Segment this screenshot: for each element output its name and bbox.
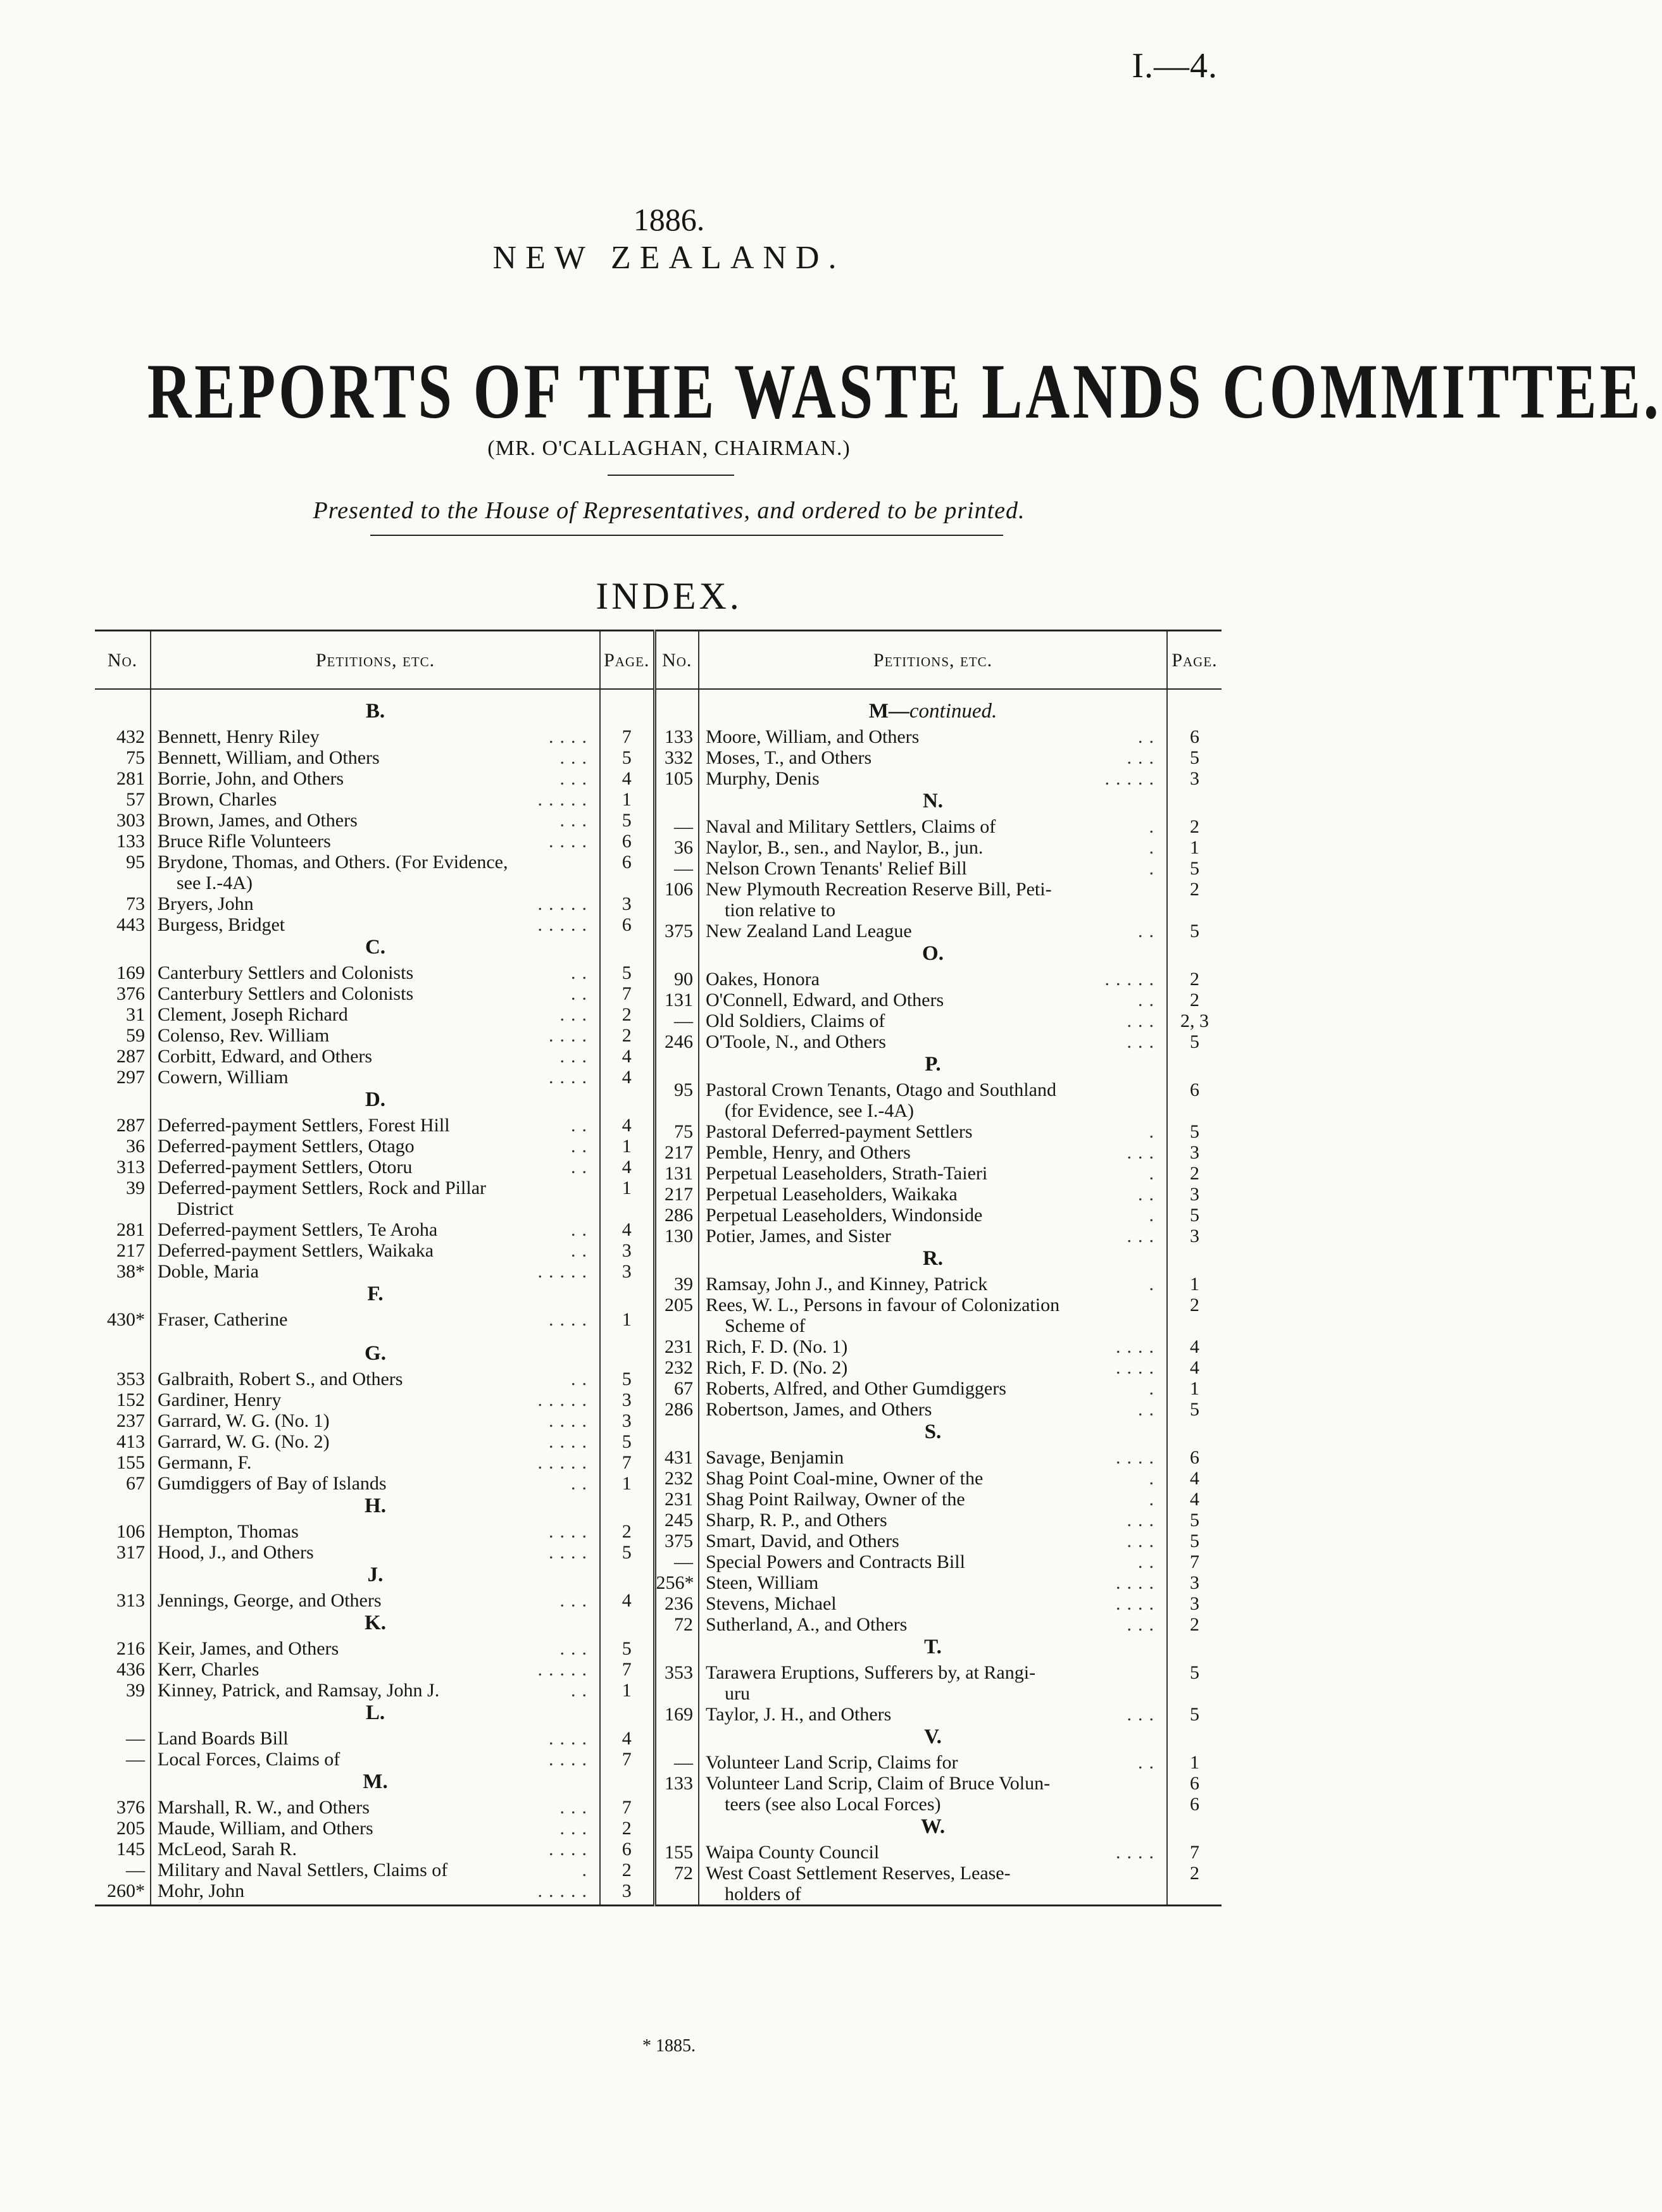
entry-number: 36 [674, 837, 693, 858]
entry-page: 5 [622, 810, 632, 831]
entry-number: 39 [674, 1274, 693, 1295]
entry-page: 1 [1190, 1274, 1199, 1295]
entry-petition: .. Deferred-payment Settlers, Otoru [158, 1157, 593, 1177]
entry-number: 376 [116, 1797, 145, 1818]
entry-page: 2, 3 [1180, 1010, 1209, 1031]
entry-number: 38* [116, 1261, 145, 1282]
left-petitions-column [151, 689, 600, 1906]
entry-petition: ..... Kerr, Charles [158, 1659, 593, 1680]
entry-petition: ... Pemble, Henry, and Others [706, 1142, 1160, 1163]
entry-number: 217 [665, 1184, 693, 1205]
entry-page: 4 [622, 1067, 632, 1088]
country: NEW ZEALAND. [492, 240, 846, 276]
entry-petition: .... Bennett, Henry Riley [158, 726, 593, 747]
entry-number: 246 [665, 1031, 693, 1052]
entry-page: 3 [1190, 1226, 1199, 1246]
entry-page: 1 [1190, 837, 1199, 858]
entry-petition: ... Bennett, William, and Others [158, 747, 593, 768]
entry-number: 67 [674, 1378, 693, 1399]
section-letter-k: K. [365, 1612, 386, 1634]
entry-petition: ... Taylor, J. H., and Others [706, 1704, 1160, 1725]
entry-number: 353 [116, 1369, 145, 1389]
entry-page: 2 [622, 1004, 632, 1025]
section-letter-h: H. [365, 1494, 386, 1517]
entry-page: 7 [622, 983, 632, 1004]
entry-petition: ..... Oakes, Honora [706, 969, 1160, 990]
entry-page: 3 [1190, 1184, 1199, 1205]
column-header-petitions: Petitions, etc. [151, 631, 600, 690]
entry-petition-continued: tion relative to [725, 900, 835, 921]
entry-page: 5 [1190, 1662, 1199, 1683]
entry-petition: .. Perpetual Leaseholders, Waikaka [706, 1184, 1160, 1205]
entry-petition: . Perpetual Leaseholders, Windonside [706, 1205, 1160, 1226]
entry-number: 39 [126, 1680, 145, 1701]
entry-page: 7 [622, 1659, 632, 1680]
entry-petition: .. Deferred-payment Settlers, Waikaka [158, 1240, 593, 1261]
entry-page: 2 [1190, 816, 1199, 837]
section-letter-b: B. [365, 700, 385, 723]
entry-page: 7 [1190, 1551, 1199, 1572]
entry-number: 75 [126, 747, 145, 768]
entry-petition: ..... Bryers, John [158, 893, 593, 914]
entry-petition: . Roberts, Alfred, and Other Gumdiggers [706, 1378, 1160, 1399]
section-letter-c: C. [365, 936, 386, 959]
entry-page: 3 [622, 1410, 632, 1431]
entry-petition: .... Savage, Benjamin [706, 1447, 1160, 1468]
entry-number: 353 [665, 1662, 693, 1683]
entry-page: 5 [622, 1542, 632, 1563]
entry-page: 2 [622, 1860, 632, 1880]
entry-number: — [126, 1728, 145, 1749]
entry-petition: ... Brown, James, and Others [158, 810, 593, 831]
entry-page: 3 [622, 1240, 632, 1261]
entry-number: 59 [126, 1025, 145, 1046]
entry-number: 376 [116, 983, 145, 1004]
entry-page: 3 [622, 1880, 632, 1901]
entry-page: 7 [622, 1749, 632, 1770]
section-letter-p: P. [925, 1053, 941, 1076]
year: 1886. [633, 202, 705, 237]
divider [370, 535, 1003, 536]
entry-petition: ..... Murphy, Denis [706, 768, 1160, 789]
entry-page: 5 [1190, 1121, 1199, 1142]
entry-number: 36 [126, 1136, 145, 1157]
entry-number: 217 [665, 1142, 693, 1163]
footnote: * 1885. [642, 2036, 696, 2056]
section-letter-j: J. [367, 1563, 384, 1586]
entry-number: 39 [126, 1177, 145, 1198]
entry-number: 413 [116, 1431, 145, 1452]
entry-petition: ... Sutherland, A., and Others [706, 1614, 1160, 1635]
entry-number: 90 [674, 969, 693, 990]
page-reference: I.—4. [1132, 46, 1218, 85]
entry-page: 4 [1190, 1468, 1199, 1489]
entry-page: 5 [1190, 1531, 1199, 1551]
entry-page: 7 [1190, 1842, 1199, 1863]
entry-number: 216 [116, 1638, 145, 1659]
entry-number: 332 [665, 747, 693, 768]
section-letter-l: L. [365, 1701, 385, 1724]
entry-petition: .. New Zealand Land League [706, 921, 1160, 941]
entry-petition: ..... Burgess, Bridget [158, 914, 593, 935]
right-page-column [1167, 689, 1222, 1906]
entry-petition: ... Potier, James, and Sister [706, 1226, 1160, 1246]
entry-number: 313 [116, 1590, 145, 1611]
entry-page: 5 [1190, 1399, 1199, 1420]
entry-number: 133 [665, 726, 693, 747]
entry-petition: .. Special Powers and Contracts Bill [706, 1551, 1160, 1572]
entry-petition: . Military and Naval Settlers, Claims of [158, 1860, 593, 1880]
entry-petition: Brydone, Thomas, and Others. (For Evidence, [158, 852, 508, 873]
entry-page: 7 [622, 1452, 632, 1473]
section-letter-t: T. [924, 1636, 942, 1658]
entry-page: 1 [1190, 1752, 1199, 1773]
entry-petition-continued: District [177, 1198, 234, 1219]
entry-petition: . Shag Point Coal-mine, Owner of the [706, 1468, 1160, 1489]
entry-petition: .... McLeod, Sarah R. [158, 1839, 593, 1860]
entry-number: 31 [126, 1004, 145, 1025]
entry-number: 431 [665, 1447, 693, 1468]
column-header-no: No. [95, 631, 151, 690]
entry-number: 231 [665, 1336, 693, 1357]
entry-page: 6 [1190, 1079, 1199, 1100]
entry-number: 303 [116, 810, 145, 831]
entry-petition: .... Garrard, W. G. (No. 1) [158, 1410, 593, 1431]
entry-page: 2 [1190, 879, 1199, 900]
entry-petition: ... Keir, James, and Others [158, 1638, 593, 1659]
entry-number: 106 [665, 879, 693, 900]
entry-petition: ... Old Soldiers, Claims of [706, 1010, 1160, 1031]
entry-petition: .. Moore, William, and Others [706, 726, 1160, 747]
entry-petition: Pastoral Crown Tenants, Otago and Southland [706, 1079, 1056, 1100]
entry-number: 130 [665, 1226, 693, 1246]
entry-petition: .... Steen, William [706, 1572, 1160, 1593]
entry-number: — [126, 1749, 145, 1770]
entry-petition: .. O'Connell, Edward, and Others [706, 990, 1160, 1010]
entry-page: 2 [622, 1025, 632, 1046]
entry-number: 217 [116, 1240, 145, 1261]
entry-number: — [674, 1551, 693, 1572]
left-page-column [600, 689, 654, 1906]
entry-number: 95 [674, 1079, 693, 1100]
entry-petition: ... Jennings, George, and Others [158, 1590, 593, 1611]
entry-petition: ..... Mohr, John [158, 1880, 593, 1901]
entry-number: 232 [665, 1357, 693, 1378]
entry-number: 256* [656, 1572, 694, 1593]
entry-petition: ... Borrie, John, and Others [158, 768, 593, 789]
entry-petition-continued: holders of [725, 1884, 801, 1904]
entry-number: 67 [126, 1473, 145, 1494]
entry-petition: .. Canterbury Settlers and Colonists [158, 983, 593, 1004]
entry-petition: . Pastoral Deferred-payment Settlers [706, 1121, 1160, 1142]
entry-page: 3 [622, 1389, 632, 1410]
entry-number: 236 [665, 1593, 693, 1614]
entry-page: 3 [622, 893, 632, 914]
entry-petition: .... Stevens, Michael [706, 1593, 1160, 1614]
entry-number: 57 [126, 789, 145, 810]
entry-number: 145 [116, 1839, 145, 1860]
table-header [95, 631, 1222, 690]
entry-number: 72 [674, 1863, 693, 1884]
entry-petition: . Ramsay, John J., and Kinney, Patrick [706, 1274, 1160, 1295]
column-header-page: Page. [1167, 631, 1222, 690]
entry-petition: ..... Doble, Maria [158, 1261, 593, 1282]
entry-number: 287 [116, 1046, 145, 1067]
entry-number: 260* [107, 1880, 145, 1901]
entry-number: 313 [116, 1157, 145, 1177]
index-title: INDEX. [596, 575, 742, 617]
divider [608, 475, 734, 476]
section-letter-r: R. [922, 1247, 944, 1270]
entry-page: 3 [622, 1261, 632, 1282]
entry-page: 3 [1190, 1593, 1199, 1614]
entry-number: 430* [107, 1309, 145, 1330]
entry-petition: ... Marshall, R. W., and Others [158, 1797, 593, 1818]
entry-petition: .. Kinney, Patrick, and Ramsay, John J. [158, 1680, 593, 1701]
entry-page: 6 [1190, 726, 1199, 747]
entry-petition: ... Maude, William, and Others [158, 1818, 593, 1839]
entry-petition: . Naylor, B., sen., and Naylor, B., jun. [706, 837, 1160, 858]
entry-petition: . Perpetual Leaseholders, Strath-Taieri [706, 1163, 1160, 1184]
section-letter-d: D. [365, 1088, 386, 1111]
entry-petition: .. Robertson, James, and Others [706, 1399, 1160, 1420]
entry-page: 7 [622, 1797, 632, 1818]
entry-number: — [674, 858, 693, 879]
entry-petition-continued: (for Evidence, see I.-4A) [725, 1100, 915, 1121]
entry-petition: ... O'Toole, N., and Others [706, 1031, 1160, 1052]
section-letter-n: N. [922, 790, 944, 812]
entry-petition: .... Local Forces, Claims of [158, 1749, 593, 1770]
entry-petition: .... Rich, F. D. (No. 2) [706, 1357, 1160, 1378]
entry-petition: .... Garrard, W. G. (No. 2) [158, 1431, 593, 1452]
entry-page: 4 [622, 1219, 632, 1240]
entry-page: 4 [622, 1115, 632, 1136]
entry-page: 3 [1190, 1572, 1199, 1593]
entry-petition: .. Gumdiggers of Bay of Islands [158, 1473, 593, 1494]
entry-number: — [674, 816, 693, 837]
entry-petition: ..... Gardiner, Henry [158, 1389, 593, 1410]
entry-page: 5 [1190, 747, 1199, 768]
entry-page: 6 [622, 852, 632, 873]
entry-page: 2 [1190, 990, 1199, 1010]
entry-number: 155 [116, 1452, 145, 1473]
entry-page: 5 [1190, 858, 1199, 879]
right-petitions-column [699, 689, 1167, 1906]
entry-page: 5 [622, 1638, 632, 1659]
entry-petition: ... Moses, T., and Others [706, 747, 1160, 768]
entry-number: 131 [665, 1163, 693, 1184]
entry-number: 95 [126, 852, 145, 873]
entry-petition: .... Land Boards Bill [158, 1728, 593, 1749]
entry-number: 436 [116, 1659, 145, 1680]
entry-petition: .. Deferred-payment Settlers, Otago [158, 1136, 593, 1157]
entry-page: 1 [622, 1473, 632, 1494]
entry-page: 4 [622, 768, 632, 789]
entry-page: 4 [622, 1728, 632, 1749]
entry-petition: .... Hood, J., and Others [158, 1542, 593, 1563]
entry-page: 5 [1190, 1704, 1199, 1725]
section-letter-o: O. [922, 942, 944, 965]
entry-petition: ... Corbitt, Edward, and Others [158, 1046, 593, 1067]
entry-page: 2 [622, 1818, 632, 1839]
entry-page: 7 [622, 726, 632, 747]
section-letter-g: G. [365, 1342, 386, 1365]
entry-page: 5 [622, 747, 632, 768]
entry-page: 6 [622, 914, 632, 935]
entry-number: 133 [665, 1773, 693, 1794]
entry-petition-continued: see I.-4A) [177, 873, 253, 893]
presented-note: Presented to the House of Representatives, and ordered to be printed. [313, 497, 1025, 524]
entry-number: 75 [674, 1121, 693, 1142]
entry-petition: .... Cowern, William [158, 1067, 593, 1088]
entry-number: 73 [126, 893, 145, 914]
entry-number: 287 [116, 1115, 145, 1136]
entry-page: 6 [1190, 1773, 1199, 1794]
section-letter-w: W. [920, 1815, 946, 1838]
entry-page: 5 [1190, 1031, 1199, 1052]
entry-petition: .. Canterbury Settlers and Colonists [158, 962, 593, 983]
entry-petition: Volunteer Land Scrip, Claim of Bruce Volun- [706, 1773, 1051, 1794]
entry-number: 169 [665, 1704, 693, 1725]
entry-page: 1 [622, 1309, 632, 1330]
section-letter-s: S. [924, 1420, 942, 1443]
entry-number: 375 [665, 921, 693, 941]
entry-number: 281 [116, 768, 145, 789]
entry-petition-continued: teers (see also Local Forces) [725, 1794, 941, 1815]
entry-number: 105 [665, 768, 693, 789]
entry-number: 297 [116, 1067, 145, 1088]
entry-page: 2 [1190, 969, 1199, 990]
entry-page: 5 [1190, 1510, 1199, 1531]
entry-number: 152 [116, 1389, 145, 1410]
entry-page: 1 [622, 1680, 632, 1701]
entry-page: 6 [622, 831, 632, 852]
entry-petition-continued: uru [725, 1683, 750, 1704]
entry-petition: . Shag Point Railway, Owner of the [706, 1489, 1160, 1510]
entry-number: 232 [665, 1468, 693, 1489]
entry-page: 4 [1190, 1489, 1199, 1510]
entry-petition: .... Hempton, Thomas [158, 1521, 593, 1542]
entry-number: 286 [665, 1399, 693, 1420]
entry-number: 286 [665, 1205, 693, 1226]
entry-number: 432 [116, 726, 145, 747]
section-letter-m-continued: M—continued. [868, 700, 997, 723]
entry-page: 5 [622, 1369, 632, 1389]
entry-petition: Rees, W. L., Persons in favour of Colonization [706, 1295, 1060, 1315]
entry-petition: ..... Germann, F. [158, 1452, 593, 1473]
entry-petition: . Naval and Military Settlers, Claims of [706, 816, 1160, 837]
entry-page: 4 [1190, 1357, 1199, 1378]
entry-number: 317 [116, 1542, 145, 1563]
column-header-page: Page. [600, 631, 654, 690]
entry-number: 375 [665, 1531, 693, 1551]
entry-page: 2 [1190, 1614, 1199, 1635]
entry-page: 1 [622, 1136, 632, 1157]
entry-page: 4 [622, 1590, 632, 1611]
entry-petition: Tarawera Eruptions, Sufferers by, at Rangi- [706, 1662, 1036, 1683]
section-letter-m: M. [363, 1770, 388, 1793]
entry-petition: ... Smart, David, and Others [706, 1531, 1160, 1551]
entry-page: 4 [622, 1046, 632, 1067]
left-number-column [95, 689, 151, 1906]
page-title: REPORTS OF THE WASTE LANDS COMMITTEE. [147, 348, 1662, 435]
entry-page: 4 [622, 1157, 632, 1177]
entry-petition: ..... Brown, Charles [158, 789, 593, 810]
entry-petition-continued: Scheme of [725, 1315, 806, 1336]
entry-number: 281 [116, 1219, 145, 1240]
entry-page: 6 [1190, 1794, 1199, 1815]
right-number-column [654, 689, 699, 1906]
entry-page: 6 [622, 1839, 632, 1860]
entry-petition: Deferred-payment Settlers, Rock and Pillar [158, 1177, 486, 1198]
entry-page: 3 [1190, 1142, 1199, 1163]
entry-page: 5 [622, 1431, 632, 1452]
entry-petition: .. Deferred-payment Settlers, Te Aroha [158, 1219, 593, 1240]
entry-page: 5 [1190, 921, 1199, 941]
entry-number: — [126, 1860, 145, 1880]
entry-page: 2 [1190, 1863, 1199, 1884]
entry-number: 155 [665, 1842, 693, 1863]
entry-page: 4 [1190, 1336, 1199, 1357]
section-letter-f: F. [367, 1283, 384, 1305]
entry-page: 3 [1190, 768, 1199, 789]
entry-page: 6 [1190, 1447, 1199, 1468]
entry-petition: .... Bruce Rifle Volunteers [158, 831, 593, 852]
entry-page: 5 [622, 962, 632, 983]
entry-number: 106 [116, 1521, 145, 1542]
entry-number: 131 [665, 990, 693, 1010]
entry-petition: .. Deferred-payment Settlers, Forest Hill [158, 1115, 593, 1136]
entry-number: 205 [665, 1295, 693, 1315]
entry-petition: .. Galbraith, Robert S., and Others [158, 1369, 593, 1389]
entry-petition: ... Sharp, R. P., and Others [706, 1510, 1160, 1531]
chairman-note: (MR. O'CALLAGHAN, CHAIRMAN.) [487, 437, 851, 460]
entry-page: 5 [1190, 1205, 1199, 1226]
entry-petition: .... Fraser, Catherine [158, 1309, 593, 1330]
entry-page: 1 [622, 1177, 632, 1198]
column-header-petitions: Petitions, etc. [699, 631, 1167, 690]
entry-number: 205 [116, 1818, 145, 1839]
entry-number: — [674, 1010, 693, 1031]
entry-petition: ... Clement, Joseph Richard [158, 1004, 593, 1025]
entry-page: 2 [1190, 1295, 1199, 1315]
entry-page: 2 [1190, 1163, 1199, 1184]
entry-petition: .... Colenso, Rev. William [158, 1025, 593, 1046]
entry-petition: . Nelson Crown Tenants' Relief Bill [706, 858, 1160, 879]
entry-number: 133 [116, 831, 145, 852]
entry-petition: .... Rich, F. D. (No. 1) [706, 1336, 1160, 1357]
entry-number: 245 [665, 1510, 693, 1531]
entry-petition: .... Waipa County Council [706, 1842, 1160, 1863]
section-letter-v: V. [924, 1725, 942, 1748]
entry-petition: West Coast Settlement Reserves, Lease- [706, 1863, 1011, 1884]
entry-number: 443 [116, 914, 145, 935]
column-header-no: No. [654, 631, 699, 690]
entry-petition: New Plymouth Recreation Reserve Bill, Peti- [706, 879, 1052, 900]
entry-page: 1 [622, 789, 632, 810]
entry-number: 72 [674, 1614, 693, 1635]
entry-page: 2 [622, 1521, 632, 1542]
entry-page: 1 [1190, 1378, 1199, 1399]
entry-number: 169 [116, 962, 145, 983]
entry-number: — [674, 1752, 693, 1773]
entry-number: 237 [116, 1410, 145, 1431]
index-table [95, 630, 1222, 1909]
entry-number: 231 [665, 1489, 693, 1510]
entry-petition: .. Volunteer Land Scrip, Claims for [706, 1752, 1160, 1773]
